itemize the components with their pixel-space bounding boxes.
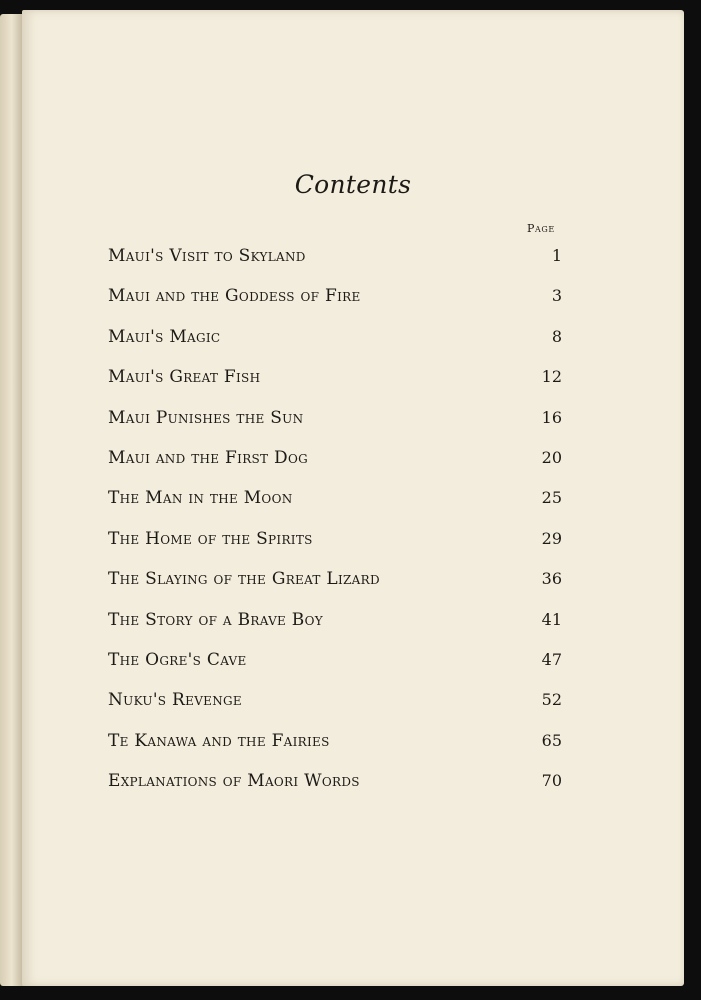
toc-entry-page: 8 [551, 326, 562, 346]
toc-entry [108, 286, 562, 326]
toc-entry [108, 529, 562, 569]
toc-entry-title: The Slaying of the Great Lizard [108, 569, 380, 590]
toc-entry-page: 3 [551, 286, 562, 306]
toc-entry-title: Maui Punishes the Sun [108, 407, 304, 428]
toc-entry-page: 29 [541, 528, 562, 548]
toc-entry-title: Maui's Visit to Skyland [108, 246, 306, 266]
page-title: Contents [294, 170, 412, 199]
toc-entry-title: Maui and the Goddess of Fire [108, 286, 361, 307]
toc-entry [108, 771, 562, 811]
toc-entry [108, 569, 562, 609]
toc-entry-page: 47 [541, 649, 562, 669]
toc-entry [108, 731, 562, 771]
toc-entry-page: 41 [541, 609, 562, 629]
toc-entry [108, 327, 562, 367]
toc-entry [108, 690, 562, 730]
toc-entry-page: 12 [541, 367, 562, 387]
toc-entry-title: Maui's Magic [108, 326, 221, 347]
toc-entry-page: 25 [541, 488, 562, 508]
toc-entry [108, 246, 562, 286]
toc-entry [108, 610, 562, 650]
toc-entry [108, 650, 562, 690]
toc-entry-title: The Ogre's Cave [108, 649, 247, 670]
toc-entry-title: Maui and the First Dog [108, 447, 309, 468]
toc-entry-title: The Story of a Brave Boy [108, 609, 323, 630]
toc-entry-title: Maui's Great Fish [108, 367, 261, 388]
toc-entry-page: 65 [541, 730, 562, 750]
toc-entry [108, 367, 562, 407]
toc-entry [108, 408, 562, 448]
toc-entry-page: 1 [551, 246, 562, 265]
toc-entry-page: 70 [541, 771, 562, 791]
book-page [22, 10, 684, 986]
toc-entry-page: 52 [541, 690, 562, 710]
toc-entry-title: Te Kanawa and the Fairies [108, 730, 330, 751]
toc-entry-title: Nuku's Revenge [108, 690, 242, 711]
toc-entry-title: The Home of the Spirits [108, 528, 313, 549]
toc-entry-page: 20 [541, 447, 562, 467]
table-of-contents [108, 246, 562, 811]
toc-entry [108, 448, 562, 488]
toc-entry-page: 16 [541, 407, 562, 427]
toc-entry-title: Explanations of Maori Words [108, 771, 360, 792]
toc-entry [108, 488, 562, 528]
page-column-label: Page [527, 222, 555, 235]
toc-entry-page: 36 [541, 569, 562, 589]
toc-entry-title: The Man in the Moon [108, 488, 293, 509]
